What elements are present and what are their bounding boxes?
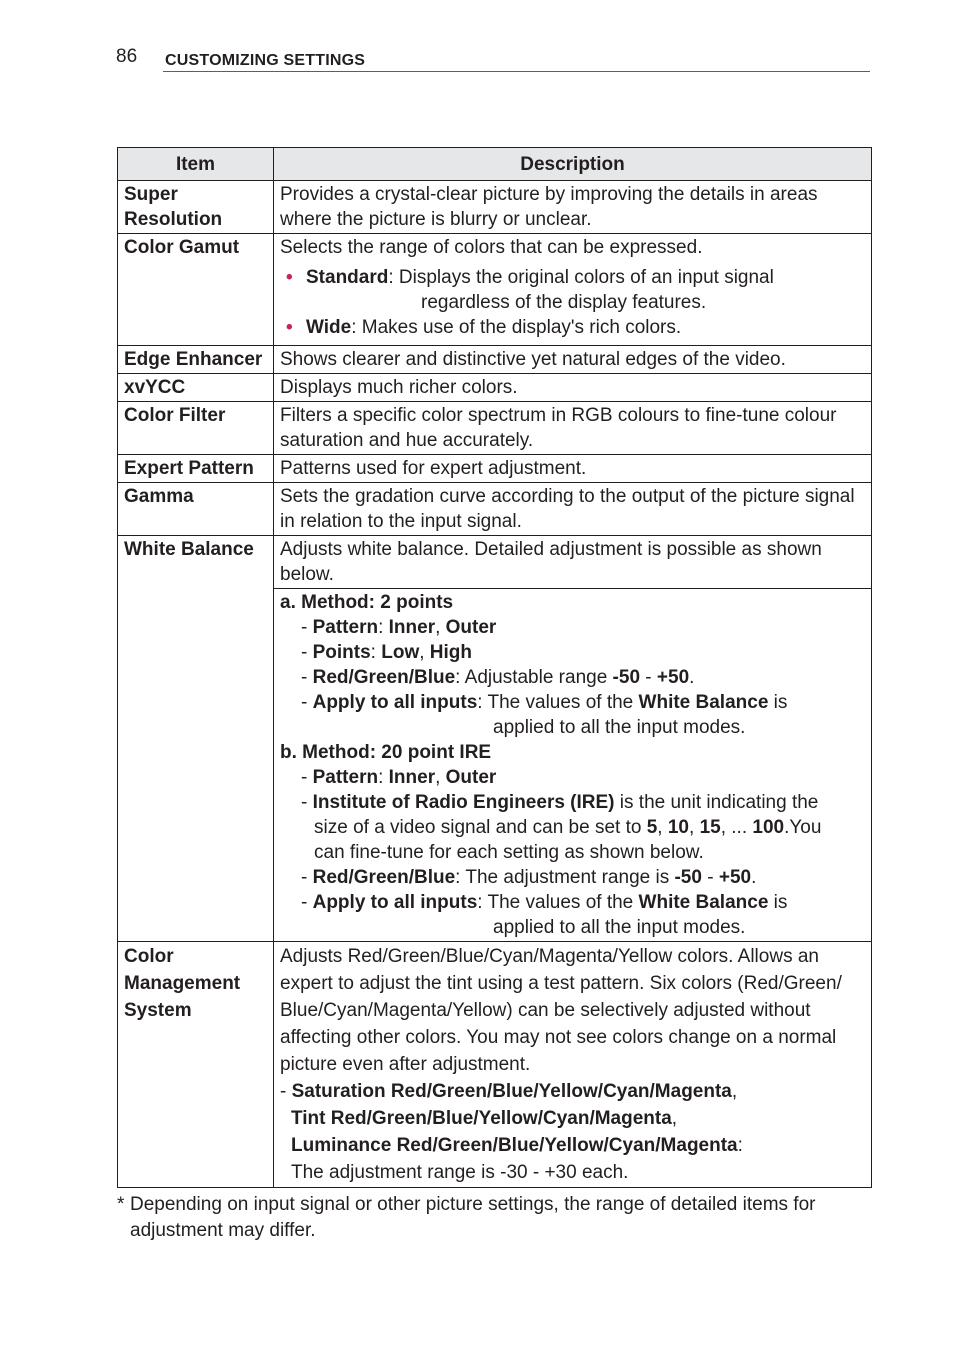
table-row-expert-pattern: [118, 455, 872, 483]
rgb-text: : Adjustable range: [455, 667, 613, 688]
ire-value: 10: [667, 817, 689, 838]
cms-luminance-text: Luminance Red/Green/Blue/Yellow/Cyan/Magenta: [291, 1135, 738, 1156]
item-white-balance: White Balance: [118, 536, 274, 942]
table-row-white-balance: [118, 536, 872, 589]
item-cms-line: Management: [124, 973, 241, 994]
table-row-color-management-system: [118, 942, 872, 1188]
method-b-ire: [280, 790, 865, 815]
item-edge-enhancer: Edge Enhancer: [118, 346, 274, 374]
cms-luminance: Luminance Red/Green/Blue/Yellow/Cyan/Magenta:: [291, 1135, 743, 1156]
desc-super-resolution: Provides a crystal-clear picture by improving the details in areas where the picture is blurry or unclear.: [274, 181, 872, 234]
wide-text: : Makes use of the display's rich colors.: [351, 317, 682, 338]
item-cms-line: System: [124, 1000, 192, 1021]
ire-value: 15: [699, 817, 721, 838]
dash: -: [301, 892, 313, 913]
method-b-rgb: - Red/Green/Blue: The adjustment range is -50 - +50.: [301, 867, 757, 888]
cms-tint: Tint Red/Green/Blue/Yellow/Cyan/Magenta,: [291, 1108, 678, 1129]
dash: -: [301, 692, 313, 713]
apply-wb: White Balance: [638, 892, 769, 913]
desc-xvycc: Displays much richer colors.: [274, 374, 872, 402]
desc-white-balance: Adjusts white balance. Detailed adjustment is possible as shown below.: [274, 536, 872, 589]
item-cms-line: Color: [124, 946, 174, 967]
method-b-title-text: b. Method: 20 point IRE: [280, 742, 492, 763]
standard-text: : Displays the original colors of an input signal: [388, 267, 774, 288]
table-row-super-resolution: [118, 181, 872, 234]
rgb-label: Red/Green/Blue: [312, 667, 456, 688]
standard-label: Standard: [306, 267, 389, 288]
dash: -: [301, 767, 313, 788]
item-gamma: Gamma: [118, 483, 274, 536]
pattern-inner: Inner: [388, 767, 436, 788]
item-xvycc: xvYCC: [118, 374, 274, 402]
ire-value: 5: [646, 817, 658, 838]
column-header-description: Description: [274, 148, 872, 181]
rgb-label: Red/Green/Blue: [312, 867, 456, 888]
pattern-label: Pattern: [312, 767, 379, 788]
dash: -: [301, 867, 313, 888]
pattern-label: Pattern: [312, 617, 379, 638]
dash: -: [301, 792, 313, 813]
item-color-management-system: [118, 942, 274, 1188]
ire-text: .You: [784, 817, 822, 838]
method-a-rgb: - Red/Green/Blue: Adjustable range -50 - +50.: [301, 667, 695, 688]
method-b-title: [280, 740, 865, 765]
ire-label: Institute of Radio Engineers (IRE): [312, 792, 615, 813]
desc-gamma: Sets the gradation curve according to the output of the picture signal in relation to the input signal.: [274, 483, 872, 536]
method-a-pattern: - Pattern: Inner, Outer: [301, 617, 497, 638]
desc-white-balance-methods: [274, 589, 872, 942]
header-rule: [163, 71, 870, 72]
apply-wb: White Balance: [638, 692, 769, 713]
cms-tint-text: Tint Red/Green/Blue/Yellow/Cyan/Magenta: [291, 1108, 672, 1129]
list-item-standard: [280, 265, 865, 315]
item-expert-pattern: Expert Pattern: [118, 455, 274, 483]
points-low: Low: [381, 642, 420, 663]
item-color-filter: Color Filter: [118, 402, 274, 455]
ire-ellipsis: , ...: [720, 817, 753, 838]
list-item-wide: [280, 315, 865, 340]
apply-is: is: [768, 692, 788, 713]
color-gamut-intro: Selects the range of colors that can be expressed.: [280, 237, 703, 258]
desc-color-filter: Filters a specific color spectrum in RGB colours to fine-tune colour saturation and hue accurately.: [274, 402, 872, 455]
page-number: 86: [116, 46, 138, 67]
table-row-color-gamut: [118, 234, 872, 346]
standard-text-continued: regardless of the display features.: [421, 292, 707, 313]
method-b-ire-continued: size of a video signal and can be set to 5, 10, 15, ... 100.You: [314, 817, 822, 838]
footnote-text: Depending on input signal or other picture settings, the range of detailed items for adjustment may differ.: [130, 1194, 816, 1241]
desc-expert-pattern: Patterns used for expert adjustment.: [274, 455, 872, 483]
apply-text: : The values of the: [477, 692, 639, 713]
bullet-icon: •: [286, 317, 293, 338]
apply-text: : The values of the: [477, 892, 639, 913]
method-b-apply: [280, 890, 865, 915]
points-label: Points: [312, 642, 371, 663]
method-a-title-text: a. Method: 2 points: [280, 592, 454, 613]
item-color-gamut: Color Gamut: [118, 234, 274, 346]
points-high: High: [429, 642, 473, 663]
cms-range: The adjustment range is -30 - +30 each.: [291, 1162, 629, 1183]
method-a-points: - Points: Low, High: [301, 642, 473, 663]
table-row-color-filter: [118, 402, 872, 455]
pattern-outer: Outer: [445, 767, 497, 788]
apply-is: is: [768, 892, 788, 913]
rgb-min: -50: [612, 667, 641, 688]
bullet-icon: •: [286, 267, 293, 288]
apply-label: Apply to all inputs: [312, 892, 478, 913]
settings-table: [117, 147, 872, 1188]
pattern-inner: Inner: [388, 617, 436, 638]
wide-label: Wide: [306, 317, 352, 338]
item-super-resolution: Super Resolution: [118, 181, 274, 234]
method-a-apply-continued: applied to all the input modes.: [493, 717, 746, 738]
method-a-apply: [280, 690, 865, 715]
pattern-outer: Outer: [445, 617, 497, 638]
method-a-title: [280, 590, 865, 615]
desc-color-management-system: [274, 942, 872, 1188]
apply-label: Apply to all inputs: [312, 692, 478, 713]
cms-saturation-text: Saturation Red/Green/Blue/Yellow/Cyan/Magenta: [291, 1081, 732, 1102]
section-title: CUSTOMIZING SETTINGS: [165, 52, 366, 69]
method-b-pattern: - Pattern: Inner, Outer: [301, 767, 497, 788]
method-b-ire-continued-2: can fine-tune for each setting as shown below.: [314, 842, 704, 863]
table-row-edge-enhancer: [118, 346, 872, 374]
cms-saturation: - Saturation Red/Green/Blue/Yellow/Cyan/Magenta,: [280, 1081, 738, 1102]
cms-description: Adjusts Red/Green/Blue/Cyan/Magenta/Yellow colors. Allows an expert to adjust the tint using a test pattern. Six colors (Red/Green/ Blue/Cyan/Magenta/Yellow) can be selectively adjusted without affecting other colors. You may not see colors change on a normal picture even after adjustment.: [280, 946, 842, 1075]
column-header-item: Item: [118, 148, 274, 181]
dash: -: [301, 667, 313, 688]
rgb-max: +50: [656, 667, 690, 688]
rgb-text: : The adjustment range is: [455, 867, 675, 888]
rgb-min: -50: [674, 867, 702, 888]
table-row-xvycc: [118, 374, 872, 402]
method-b-apply-continued: applied to all the input modes.: [493, 917, 746, 938]
ire-value: 100: [752, 817, 785, 838]
rgb-max: +50: [718, 867, 752, 888]
ire-text: is the unit indicating the: [614, 792, 819, 813]
table-header-row: [118, 148, 872, 181]
footnote: [117, 1192, 857, 1244]
dash: -: [301, 642, 313, 663]
desc-color-gamut: [274, 234, 872, 346]
desc-edge-enhancer: Shows clearer and distinctive yet natural edges of the video.: [274, 346, 872, 374]
footnote-star: *: [117, 1194, 125, 1215]
table-row-gamma: [118, 483, 872, 536]
dash: -: [301, 617, 313, 638]
ire-text: size of a video signal and can be set to: [314, 817, 647, 838]
